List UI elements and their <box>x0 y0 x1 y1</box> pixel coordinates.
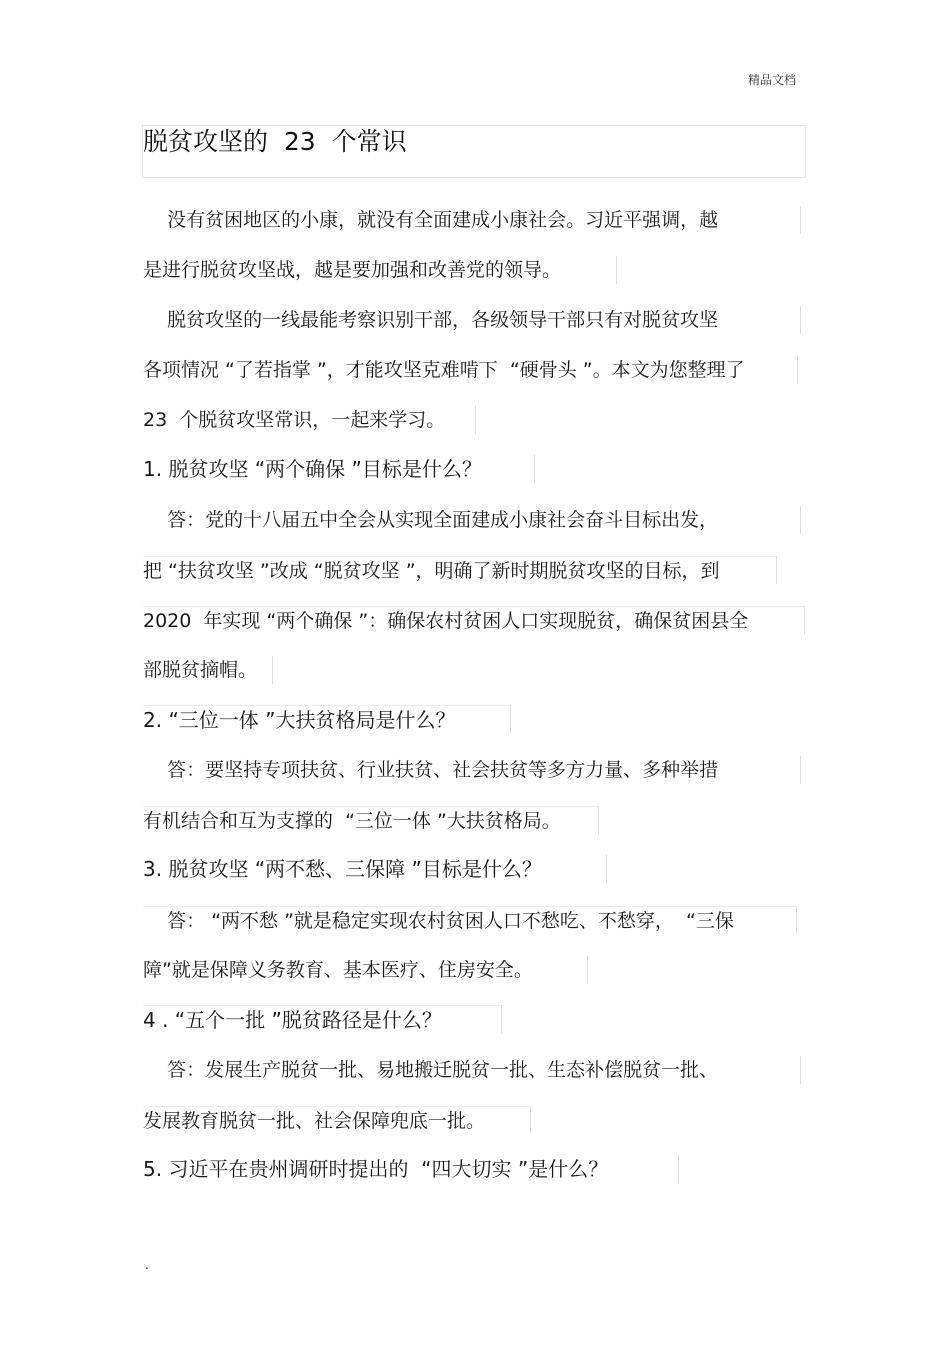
paragraph-line: 是进行脱贫攻坚战，越是要加强和改善党的领导。 <box>143 256 617 284</box>
header-watermark: 精品文档 <box>748 73 797 87</box>
paragraph-line: 发展教育脱贫一批、社会保障兜底一批。 <box>143 1106 531 1134</box>
paragraph-line: 障”就是保障义务教育、基本医疗、住房安全。 <box>143 956 588 984</box>
paragraph-line: 23 个脱贫攻坚常识，一起来学习。 <box>143 406 476 434</box>
paragraph-line: 有机结合和互为支撑的 “三位一体 ”大扶贫格局。 <box>143 806 599 834</box>
paragraph-line: 把 “扶贫攻坚 ”改成 “脱贫攻坚 ”，明确了新时期脱贫攻坚的目标，到 <box>143 556 777 584</box>
paragraph-line: 答： “两不愁 ”就是稳定实现农村贫困人口不愁吃、不愁穿， “三保 <box>143 906 797 934</box>
question-heading: 4 . “五个一批 ”脱贫路径是什么？ <box>143 1005 502 1033</box>
question-heading: 1. 脱贫攻坚 “两个确保 ”目标是什么？ <box>143 455 535 483</box>
footer-mark: . <box>145 1258 149 1272</box>
question-heading: 5. 习近平在贵州调研时提出的 “四大切实 ”是什么？ <box>143 1155 679 1183</box>
paragraph-line: 没有贫困地区的小康，就没有全面建成小康社会。习近平强调，越 <box>143 206 801 234</box>
paragraph-line: 答：要坚持专项扶贫、行业扶贫、社会扶贫等多方力量、多种举措 <box>143 756 801 784</box>
paragraph-line: 答：党的十八届五中全会从实现全面建成小康社会奋斗目标出发， <box>143 506 801 534</box>
paragraph-line: 部脱贫摘帽。 <box>143 656 273 684</box>
question-heading: 3. 脱贫攻坚 “两不愁、三保障 ”目标是什么？ <box>143 855 607 883</box>
page-title: 脱贫攻坚的 23 个常识 <box>143 127 407 156</box>
paragraph-line: 各项情况 “了若指掌 ”，才能攻坚克难啃下 “硬骨头 ”。本文为您整理了 <box>143 356 798 384</box>
paragraph-line: 2020 年实现 “两个确保 ”：确保农村贫困人口实现脱贫，确保贫困县全 <box>143 606 805 634</box>
paragraph-line: 答：发展生产脱贫一批、易地搬迁脱贫一批、生态补偿脱贫一批、 <box>143 1056 801 1084</box>
paragraph-line: 脱贫攻坚的一线最能考察识别干部，各级领导干部只有对脱贫攻坚 <box>143 306 801 334</box>
question-heading: 2. “三位一体 ”大扶贫格局是什么？ <box>143 705 511 733</box>
